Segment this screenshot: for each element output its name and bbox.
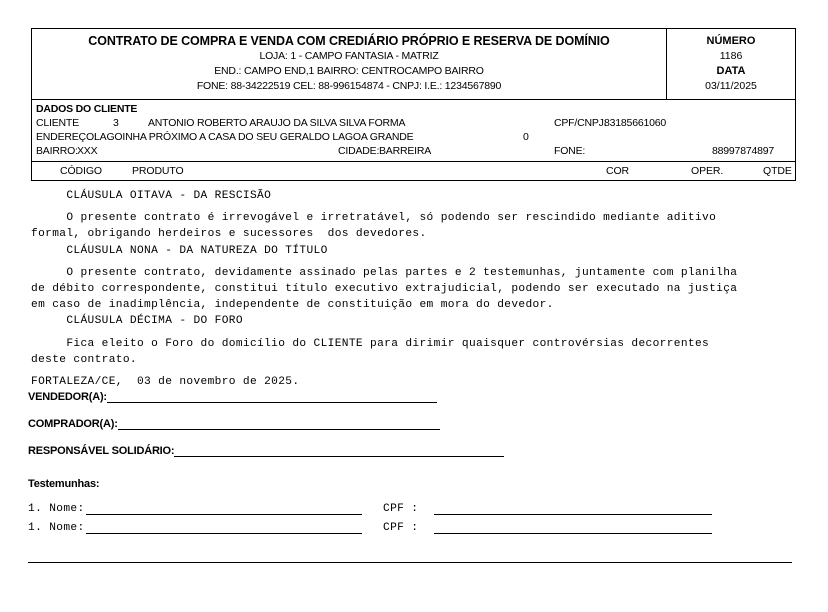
contract-line: CLÁUSULA OITAVA - DA RESCISÃO xyxy=(31,190,272,202)
witness-cpf-label: CPF : xyxy=(383,522,419,534)
contract-line: formal, obrigando herdeiros e sucessores dos devedores. xyxy=(31,228,427,241)
bairro-value: XXX xyxy=(77,145,98,157)
contract-line: O presente contrato é irrevogável e irretratável, só podendo ser rescindido mediante aditivo xyxy=(31,212,717,225)
endereco-value: LAGOINHA PRÓXIMO A CASA DO SEU GERALDO LAGOA GRANDE xyxy=(94,131,414,143)
data-label: DATA xyxy=(716,65,746,77)
contract-header-box xyxy=(31,28,796,181)
contract-line: em caso de inadimplência, independente de constituição em mora do devedor. xyxy=(31,299,554,312)
signature-row-vendedor xyxy=(28,385,798,412)
contract-line: CLÁUSULA NONA - DA NATUREZA DO TÍTULO xyxy=(31,244,328,257)
column-header-oper: OPER. xyxy=(691,165,724,177)
cpf-cnpj-value: 83185661060 xyxy=(604,117,667,129)
signature-row-responsavel xyxy=(28,439,798,466)
fone-label: FONE: xyxy=(554,145,586,157)
header-top-row xyxy=(32,29,795,100)
cidade-value: BARREIRA xyxy=(379,145,432,157)
page-bottom-rule xyxy=(28,562,792,563)
column-header-codigo: CÓDIGO xyxy=(60,165,102,177)
column-header-cor: COR xyxy=(606,165,630,177)
store-contact-line: FONE: 88-34222519 CEL: 88-996154874 - CNPJ: I.E.: 1234567890 xyxy=(196,80,502,92)
witnesses-rows xyxy=(28,500,798,538)
fone-value: 88997874897 xyxy=(712,145,775,157)
bairro-label: BAIRRO: xyxy=(36,145,78,157)
witness-name-line[interactable] xyxy=(86,519,362,534)
contract-line: deste contrato. xyxy=(31,353,137,366)
products-table-header-row xyxy=(32,162,795,180)
contract-line: CLÁUSULA DÉCIMA - DO FORO xyxy=(31,315,243,328)
store-address-line: END.: CAMPO END,1 BAIRRO: CENTROCAMPO BAIRRO xyxy=(214,65,484,77)
client-row-bairro xyxy=(36,144,795,158)
store-line: LOJA: 1 - CAMPO FANTASIA - MATRIZ xyxy=(259,50,439,62)
cliente-code: 3 xyxy=(113,117,119,129)
header-numero-data xyxy=(666,29,795,99)
client-row-cliente xyxy=(36,116,795,130)
numero-label: NÚMERO xyxy=(706,35,756,47)
vendedor-signature-line[interactable] xyxy=(107,391,437,403)
comprador-signature-line[interactable] xyxy=(118,418,440,430)
client-section-title: DADOS DO CLIENTE xyxy=(36,103,138,115)
contract-clauses-text xyxy=(31,188,796,390)
witness-cpf-label: CPF : xyxy=(383,503,419,515)
contract-line: O presente contrato, devidamente assinado pelas partes e 2 testemunhas, juntamente com planilha xyxy=(31,266,738,279)
contract-closing-location-date: FORTALEZA/CE, 03 de novembro de 2025. xyxy=(31,376,300,389)
responsavel-signature-line[interactable] xyxy=(174,445,504,457)
contract-line: Fica eleito o Foro do domicílio do CLIENTE para dirimir quaisquer controvérsias decorrentes xyxy=(31,337,710,350)
document-title: CONTRATO DE COMPRA E VENDA COM CREDIÁRIO PRÓPRIO E RESERVA DE DOMÍNIO xyxy=(88,34,610,48)
header-store-info xyxy=(32,29,666,99)
data-value: 03/11/2025 xyxy=(705,80,757,92)
cpf-cnpj-label: CPF/CNPJ: xyxy=(554,117,607,129)
vendedor-label: VENDEDOR(A): xyxy=(28,391,107,403)
witness-index-label: 1. Nome: xyxy=(28,522,85,534)
client-row-endereco xyxy=(36,130,795,144)
endereco-numero: 0 xyxy=(523,131,529,143)
witness-name-line[interactable] xyxy=(86,500,362,515)
signature-row-comprador xyxy=(28,412,798,439)
column-header-qtde: QTDE xyxy=(763,165,792,177)
signature-area xyxy=(28,385,798,466)
cliente-label: CLIENTE xyxy=(36,117,79,129)
witness-cpf-line[interactable] xyxy=(434,500,712,515)
witness-index-label: 1. Nome: xyxy=(28,503,85,515)
cliente-name: ANTONIO ROBERTO ARAUJO DA SILVA SILVA FORMA xyxy=(148,117,406,129)
witness-cpf-line[interactable] xyxy=(434,519,712,534)
witnesses-section-title: Testemunhas: xyxy=(28,478,100,490)
column-header-produto: PRODUTO xyxy=(132,165,184,177)
witness-row xyxy=(28,519,798,538)
witness-row xyxy=(28,500,798,519)
endereco-label: ENDEREÇO: xyxy=(36,131,97,143)
comprador-label: COMPRADOR(A): xyxy=(28,418,118,430)
responsavel-solidario-label: RESPONSÁVEL SOLIDÁRIO: xyxy=(28,445,175,457)
contract-line: de débito correspondente, constitui título executivo extrajudicial, podendo ser executado na justiça xyxy=(31,283,738,296)
client-data-block xyxy=(32,100,795,162)
numero-value: 1186 xyxy=(719,50,743,62)
cidade-label: CIDADE: xyxy=(338,145,380,157)
